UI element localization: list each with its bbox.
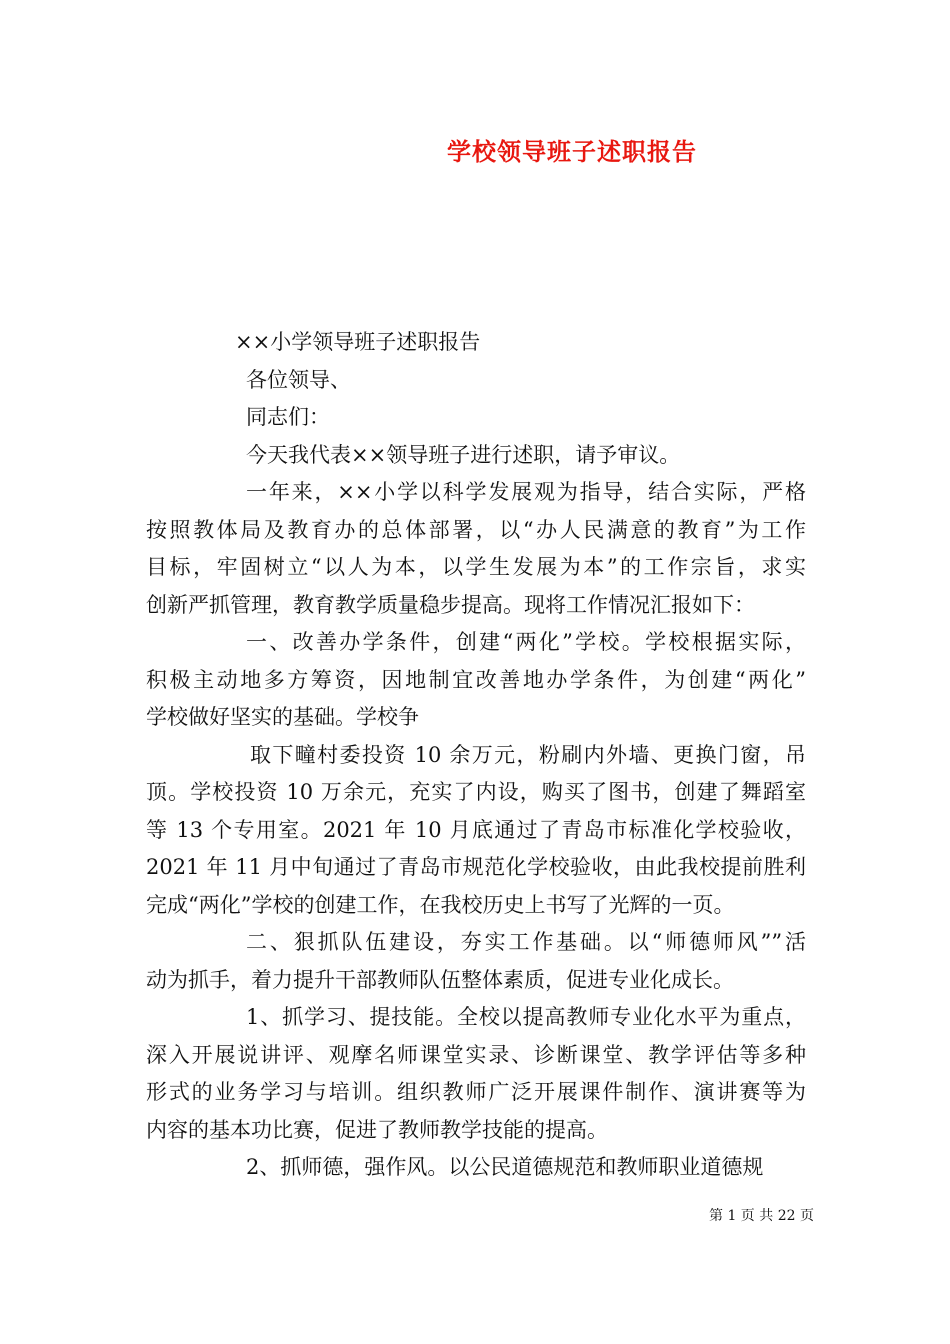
- body-line: 二、狠抓队伍建设，夯实工作基础。以“师德师风””活: [246, 930, 806, 954]
- body-line: 创新严抓管理，教育教学质量稳步提高。现将工作情况汇报如下：: [146, 593, 755, 617]
- body-line: 形式的业务学习与培训。组织教师广泛开展课件制作、演讲赛等为: [146, 1080, 806, 1104]
- body-line: 2021 年 11 月中旬通过了青岛市规范化学校验收，由此我校提前胜利: [146, 855, 806, 879]
- body-line: 同志们：: [246, 405, 330, 429]
- body-line: 积极主动地多方筹资，因地制宜改善地办学条件，为创建“两化”: [146, 668, 806, 692]
- body-line: 按照教体局及教育办的总体部署，以“办人民满意的教育”为工作: [146, 518, 806, 542]
- body-line: 动为抓手，着力提升干部教师队伍整体素质，促进专业化成长。: [146, 968, 734, 992]
- body-line: 深入开展说讲评、观摩名师课堂实录、诊断课堂、教学评估等多种: [146, 1043, 806, 1067]
- body-line: 完成“两化”学校的创建工作，在我校历史上书写了光辉的一页。: [146, 893, 735, 917]
- document-title: 学校领导班子述职报告: [447, 137, 697, 166]
- body-line: 一、改善办学条件，创建“两化”学校。学校根据实际，: [246, 630, 806, 654]
- body-line: 等 13 个专用室。2021 年 10 月底通过了青岛市标准化学校验收，: [146, 818, 806, 842]
- body-line: 1、抓学习、提技能。全校以提高教师专业化水平为重点，: [246, 1005, 806, 1029]
- body-line: 目标，牢固树立“以人为本，以学生发展为本”的工作宗旨，求实: [146, 555, 806, 579]
- page-number-footer: 第 1 页 共 22 页: [709, 1208, 814, 1224]
- body-line: 今天我代表××领导班子进行述职，请予审议。: [246, 443, 681, 467]
- body-line: 顶。学校投资 10 万余元，充实了内设，购买了图书，创建了舞蹈室: [146, 780, 806, 804]
- body-line: 一年来，××小学以科学发展观为指导，结合实际，严格: [246, 480, 806, 504]
- body-line: 学校做好坚实的基础。学校争: [146, 705, 419, 729]
- body-line: 各位领导、: [246, 368, 351, 392]
- body-line: ××小学领导班子述职报告: [235, 330, 481, 354]
- body-line: 2、抓师德，强作风。以公民道德规范和教师职业道德规: [246, 1155, 764, 1179]
- body-line: 取下疃村委投资 10 余万元，粉刷内外墙、更换门窗，吊: [250, 743, 806, 767]
- body-line: 内容的基本功比赛，促进了教师教学技能的提高。: [146, 1118, 608, 1142]
